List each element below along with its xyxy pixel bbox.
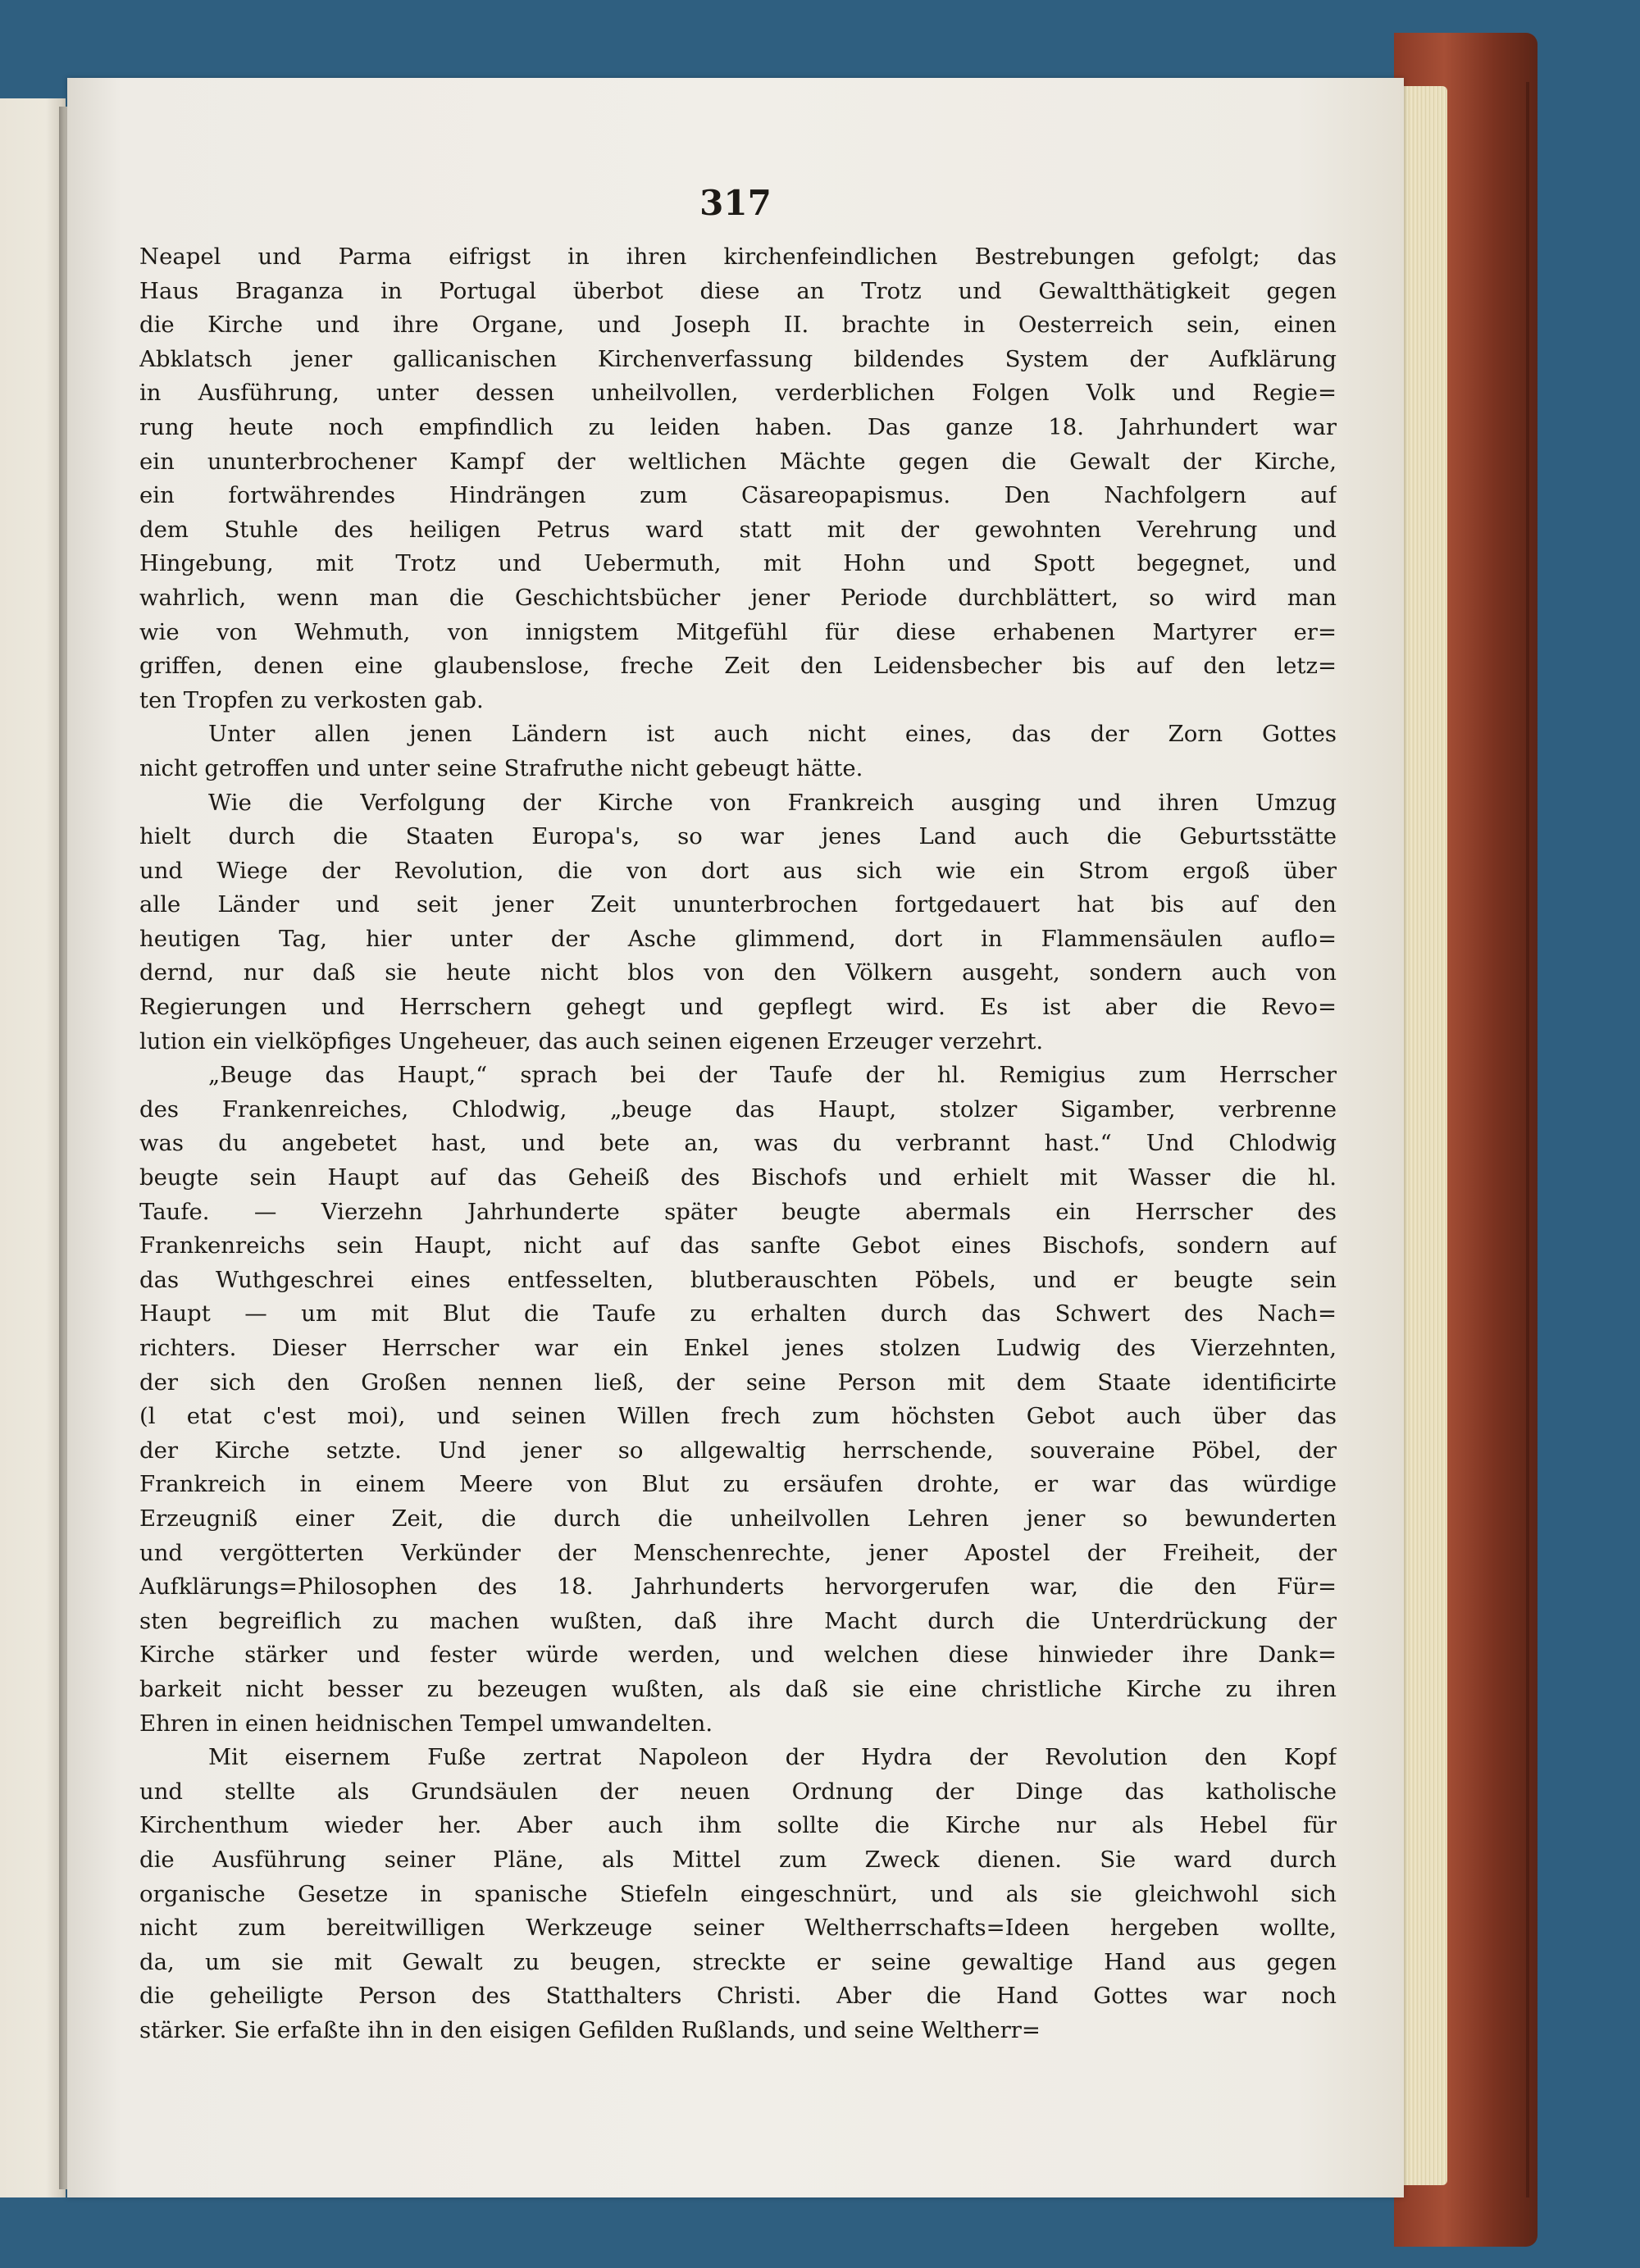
text-line: beugte sein Haupt auf das Geheiß des Bischofs und erhielt mit Wasser die hl. [139, 1164, 1337, 1191]
text-line: die geheiligte Person des Statthalters Christi. Aber die Hand Gottes war noch [139, 1983, 1337, 2010]
text-line: Haus Braganza in Portugal überbot diese an Trotz und Gewaltthätigkeit gegen [139, 277, 1337, 304]
text-line: ein fortwährendes Hindrängen zum Cäsareopapismus. Den Nachfolgern auf [139, 482, 1337, 509]
text-line: Unter allen jenen Ländern ist auch nicht eines, das der Zorn Gottes [208, 721, 1337, 748]
text-line: ein ununterbrochener Kampf der weltlichen Mächte gegen die Gewalt der Kirche, [139, 448, 1337, 475]
text-line: Frankreich in einem Meere von Blut zu ersäufen drohte, er war das würdige [139, 1471, 1337, 1498]
text-line: die Ausführung seiner Pläne, als Mittel zum Zweck dienen. Sie ward durch [139, 1846, 1337, 1873]
text-line: barkeit nicht besser zu bezeugen wußten, als daß sie eine christliche Kirche zu ihren [139, 1675, 1337, 1702]
text-line: der Kirche setzte. Und jener so allgewaltig herrschende, souveraine Pöbel, der [139, 1437, 1337, 1464]
text-line: und Wiege der Revolution, die von dort aus sich wie ein Strom ergoß über [139, 857, 1337, 884]
text-line: Abklatsch jener gallicanischen Kirchenverfassung bildendes System der Aufklärung [139, 345, 1337, 372]
paragraph [139, 786, 1337, 1059]
text-line: griffen, denen eine glaubenslose, freche Zeit den Leidensbecher bis auf den letz= [139, 653, 1337, 680]
text-line: Kirchenthum wieder her. Aber auch ihm sollte die Kirche nur als Hebel für [139, 1812, 1337, 1839]
text-line: des Frankenreiches, Chlodwig, „beuge das Haupt, stolzer Sigamber, verbrenne [139, 1095, 1337, 1123]
text-line: Aufklärungs=Philosophen des 18. Jahrhunderts hervorgerufen war, die den Für= [139, 1573, 1337, 1601]
text-line: sten begreiflich zu machen wußten, daß ihre Macht durch die Unterdrückung der [139, 1607, 1337, 1634]
text-line: „Beuge das Haupt,“ sprach bei der Taufe der hl. Remigius zum Herrscher [208, 1062, 1337, 1089]
text-line: in Ausführung, unter dessen unheilvollen, verderblichen Folgen Volk und Regie= [139, 380, 1337, 407]
text-line: was du angebetet hast, und bete an, was du verbrannt hast.“ Und Chlodwig [139, 1130, 1337, 1157]
page-number: 317 [699, 183, 772, 223]
text-line: Wie die Verfolgung der Kirche von Frankreich ausging und ihren Umzug [208, 789, 1337, 816]
text-line: der sich den Großen nennen ließ, der seine Person mit dem Staate identificirte [139, 1369, 1337, 1396]
text-line: alle Länder und seit jener Zeit ununterbrochen fortgedauert hat bis auf den [139, 891, 1337, 918]
book-page [67, 78, 1404, 2197]
paragraph [139, 1741, 1337, 2047]
text-line: nicht zum bereitwilligen Werkzeuge seiner Weltherrschafts=Ideen hergeben wollte, [139, 1915, 1337, 1942]
body-text [139, 240, 1337, 2047]
paragraph [139, 717, 1337, 786]
text-line: stärker. Sie erfaßte ihn in den eisigen Gefilden Rußlands, und seine Weltherr= [139, 2016, 1041, 2043]
text-line: nicht getroffen und unter seine Strafruthe nicht gebeugt hätte. [139, 754, 863, 781]
text-line: Neapel und Parma eifrigst in ihren kirchenfeindlichen Bestrebungen gefolgt; das [139, 244, 1337, 270]
paragraph [139, 240, 1337, 717]
text-line: heutigen Tag, hier unter der Asche glimmend, dort in Flammensäulen auflo= [139, 925, 1337, 952]
text-line: Kirche stärker und fester würde werden, und welchen diese hinwieder ihre Dank= [139, 1642, 1337, 1669]
text-line: Taufe. — Vierzehn Jahrhunderte später beugte abermals ein Herrscher des [139, 1198, 1337, 1225]
text-line: rung heute noch empfindlich zu leiden haben. Das ganze 18. Jahrhundert war [139, 413, 1337, 440]
text-line: Ehren in einen heidnischen Tempel umwandelten. [139, 1710, 713, 1737]
text-line: wahrlich, wenn man die Geschichtsbücher jener Periode durchblättert, so wird man [139, 584, 1337, 611]
text-line: dem Stuhle des heiligen Petrus ward statt mit der gewohnten Verehrung und [139, 516, 1337, 543]
text-line: organische Gesetze in spanische Stiefeln eingeschnürt, und als sie gleichwohl sich [139, 1880, 1337, 1907]
text-line: Hingebung, mit Trotz und Uebermuth, mit Hohn und Spott begegnet, und [139, 550, 1337, 577]
text-line: und stellte als Grundsäulen der neuen Ordnung der Dinge das katholische [139, 1778, 1337, 1805]
text-line: da, um sie mit Gewalt zu beugen, streckte er seine gewaltige Hand aus gegen [139, 1948, 1337, 1975]
text-line: und vergötterten Verkünder der Menschenrechte, jener Apostel der Freiheit, der [139, 1539, 1337, 1566]
text-line: Regierungen und Herrschern gehegt und gepflegt wird. Es ist aber die Revo= [139, 994, 1337, 1021]
text-line: ten Tropfen zu verkosten gab. [139, 686, 484, 713]
text-line: lution ein vielköpfiges Ungeheuer, das auch seinen eigenen Erzeuger verzehrt. [139, 1027, 1044, 1054]
text-line: dernd, nur daß sie heute nicht blos von den Völkern ausgeht, sondern auch von [139, 959, 1337, 986]
text-line: das Wuthgeschrei eines entfesselten, blutberauschten Pöbels, und er beugte sein [139, 1266, 1337, 1293]
text-line: die Kirche und ihre Organe, und Joseph II. brachte in Oesterreich sein, einen [139, 312, 1337, 339]
left-page-edge [0, 98, 66, 2197]
text-line: Mit eisernem Fuße zertrat Napoleon der Hydra der Revolution den Kopf [208, 1744, 1337, 1771]
page-block-edge [1398, 86, 1447, 2185]
text-line: hielt durch die Staaten Europa's, so war jenes Land auch die Geburtsstätte [139, 823, 1337, 850]
text-line: wie von Wehmuth, von innigstem Mitgefühl für diese erhabenen Martyrer er= [139, 618, 1337, 645]
text-line: richters. Dieser Herrscher war ein Enkel jenes stolzen Ludwig des Vierzehnten, [139, 1335, 1337, 1361]
text-line: Frankenreichs sein Haupt, nicht auf das sanfte Gebot eines Bischofs, sondern auf [139, 1232, 1337, 1259]
paragraph [139, 1059, 1337, 1741]
text-line: Erzeugniß einer Zeit, die durch die unheilvollen Lehren jener so bewunderten [139, 1505, 1337, 1532]
text-line: Haupt — um mit Blut die Taufe zu erhalten durch das Schwert des Nach= [139, 1300, 1337, 1328]
text-line: (l etat c'est moi), und seinen Willen frech zum höchsten Gebot auch über das [139, 1403, 1337, 1430]
